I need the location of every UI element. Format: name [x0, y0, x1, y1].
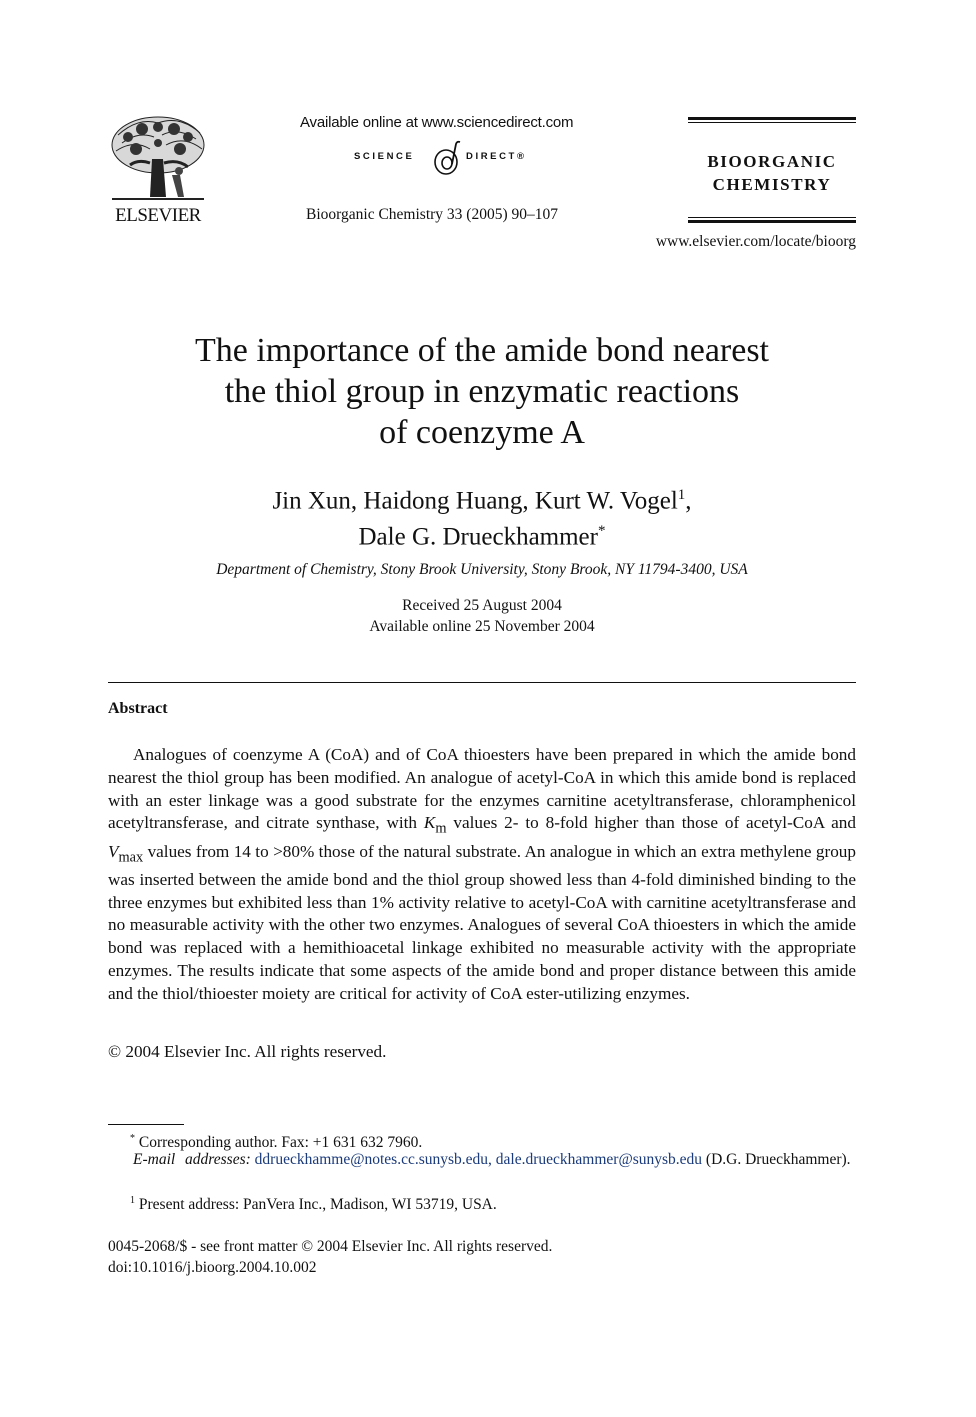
present-text: Present address: PanVera Inc., Madison, WI 53719, USA. — [135, 1196, 497, 1214]
corr-mark: * — [130, 1133, 135, 1144]
top-thick-rule — [688, 117, 856, 120]
email-link-2[interactable]: dale.drueckhammer@sunysb.edu — [495, 1151, 703, 1168]
footnote-emails — [108, 1149, 856, 1170]
author-list — [108, 480, 856, 553]
footnote-rule — [108, 1124, 184, 1125]
abstract-part3: values from 14 to >80% those of the natural substrate. An analogue in which an extra methylene group was inserted between the amide bond and the thiol group showed less than 4-fold diminished binding to the three enzymes but exhibited less than 1% activity relative to acetyl-CoA with carnitine acetyltransferase and no measurable activity with the other two enzymes. Analogues of several CoA thioesters in which the amide bond was replaced with a hemithioacetal linkage exhibited no measurable activity with the appropriate enzymes. The results indicate that some aspects of the amide bond and proper distance between this amide and the thiol/thioester moiety are critical for activity of CoA ester-utilizing enzymes. — [108, 841, 856, 1003]
authors-line1: Jin Xun, Haidong Huang, Kurt W. Vogel — [272, 487, 678, 515]
publisher-name: ELSEVIER — [115, 205, 201, 226]
journal-title-line1: BIOORGANIC — [707, 152, 837, 171]
footnote-present-address — [108, 1190, 856, 1215]
title-line2: the thiol group in enzymatic reactions — [224, 373, 740, 410]
journal-title-line2: CHEMISTRY — [712, 175, 832, 194]
authors-line2: Dale G. Drueckhammer — [358, 523, 598, 551]
doi-link[interactable]: doi:10.1016/j.bioorg.2004.10.002 — [108, 1259, 317, 1276]
vmax-symbol: V — [108, 841, 119, 861]
sciencedirect-d-icon — [432, 140, 464, 180]
sd-right-text: DIRECT® — [466, 151, 527, 162]
bottom-thin-rule — [688, 217, 856, 218]
abstract-heading: Abstract — [108, 700, 168, 717]
front-matter-info — [108, 1236, 552, 1278]
affiliation: Department of Chemistry, Stony Brook University, Stony Brook, NY 11794-3400, USA — [216, 561, 748, 578]
sd-left-text: SCIENCE — [354, 151, 415, 162]
journal-citation: Bioorganic Chemistry 33 (2005) 90–107 — [306, 206, 558, 223]
article-title — [108, 330, 856, 453]
corresponding-author-mark[interactable]: * — [597, 523, 606, 540]
available-date: Available online 25 November 2004 — [369, 618, 595, 635]
km-symbol: K — [423, 813, 436, 833]
journal-url-link[interactable]: www.elsevier.com/locate/bioorg — [655, 233, 856, 250]
title-line1: The importance of the amide bond nearest — [195, 332, 769, 369]
title-line3: of coenzyme A — [379, 414, 585, 451]
abstract-part2: values 2- to 8-fold higher than those of acetyl-CoA and — [446, 813, 856, 833]
bottom-thick-rule — [688, 220, 856, 223]
km-subscript: m — [435, 820, 447, 837]
authors-comma: , — [685, 487, 692, 515]
received-date: Received 25 August 2004 — [402, 597, 562, 614]
issn-line: 0045-2068/$ - see front matter © 2004 Elsevier Inc. All rights reserved. — [108, 1238, 553, 1255]
section-divider — [108, 682, 856, 683]
sciencedirect-logo — [354, 140, 544, 180]
abstract-text — [108, 744, 856, 1006]
available-online-text: Available online at www.sciencedirect.com — [300, 114, 574, 131]
vmax-subscript: max — [118, 849, 144, 866]
tree-icon — [108, 115, 208, 203]
journal-title — [688, 123, 856, 217]
email-link-1[interactable]: ddrueckhamme@notes.cc.sunysb.edu, — [254, 1151, 492, 1168]
article-dates — [108, 595, 856, 637]
abstract-copyright: © 2004 Elsevier Inc. All rights reserved. — [108, 1042, 387, 1061]
journal-title-box — [688, 117, 856, 223]
author-footnote-mark-1[interactable]: 1 — [677, 487, 686, 503]
abstract-part1: Analogues of coenzyme A (CoA) and of CoA thioesters have been prepared in which the amide bond nearest the thiol group has been modified. An analogue of acetyl-CoA in which this amide bond is replaced with an ester linkage was a good substrate for the enzymes carnitine acetyltransferase, chloramphenicol acetyltransferase, and citrate synthase, with — [108, 745, 856, 833]
email-owner: (D.G. Drueckhammer). — [705, 1151, 851, 1168]
corr-text: Corresponding author. Fax: +1 631 632 7960. — [135, 1134, 423, 1152]
present-mark: 1 — [130, 1195, 135, 1206]
email-label: E-mail addresses: — [133, 1151, 251, 1168]
